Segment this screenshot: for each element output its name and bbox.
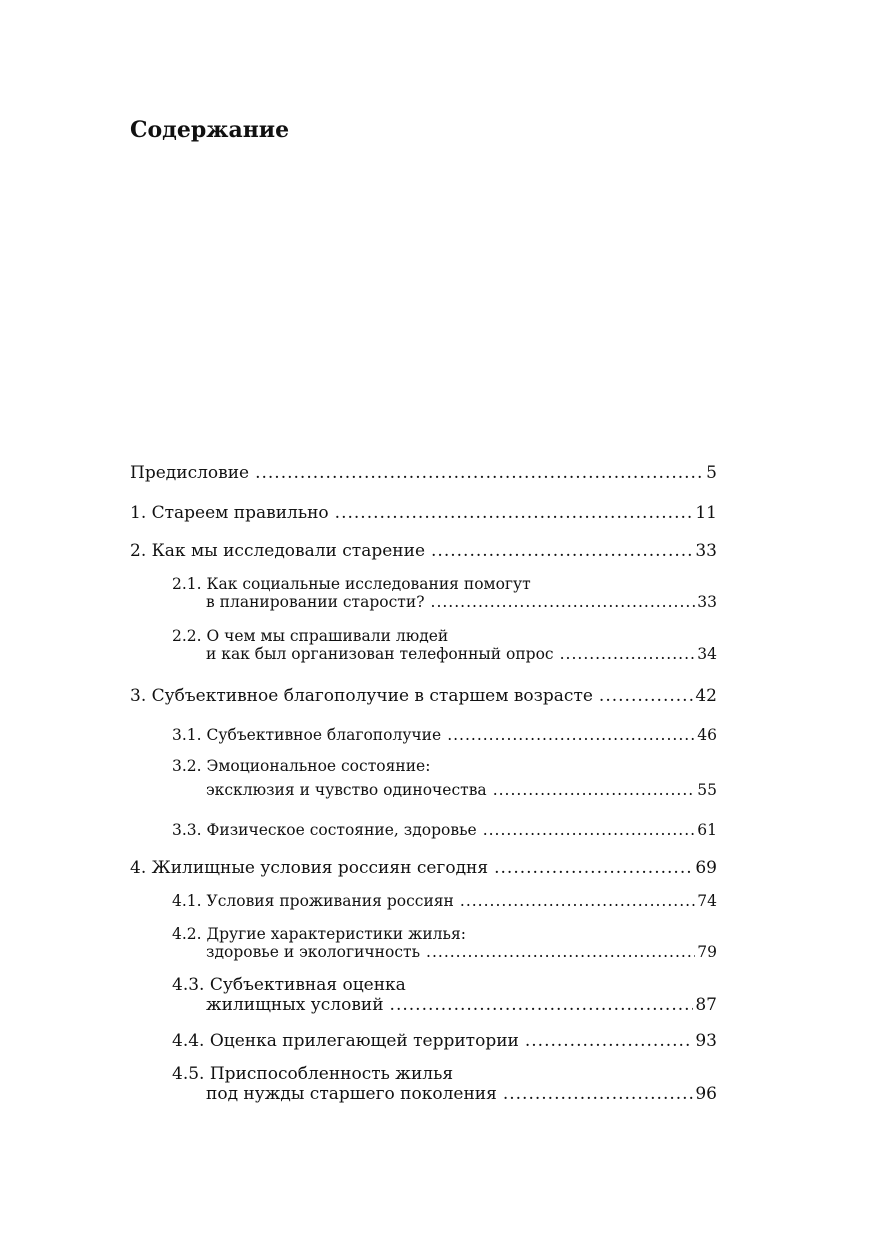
toc-entry-chapter-4[interactable]	[130, 858, 717, 878]
dot-leader	[390, 995, 694, 1015]
dot-leader	[447, 726, 695, 744]
toc-entry-label: 4.1. Условия проживания россиян	[172, 892, 454, 910]
page-number: 33	[697, 593, 717, 611]
toc-entry-section-3-2[interactable]	[172, 757, 717, 799]
page-number: 11	[695, 503, 717, 523]
page-number: 93	[695, 1031, 717, 1051]
toc-entry-label: 4. Жилищные условия россиян сегодня	[130, 858, 489, 878]
toc-entry-section-3-3[interactable]	[172, 821, 717, 839]
toc-entry-preface[interactable]	[130, 463, 717, 483]
toc-entry-label: 3. Субъективное благополучие в старшем возрасте	[130, 686, 593, 706]
dot-leader	[599, 686, 693, 706]
toc-entry-chapter-2[interactable]	[130, 541, 717, 561]
page-number: 34	[697, 645, 717, 663]
toc-entry-label: Предисловие	[130, 463, 250, 483]
toc-entry-section-2-2[interactable]	[172, 627, 717, 663]
toc-entry-label: 2. Как мы исследовали старение	[130, 541, 426, 561]
dot-leader	[431, 541, 693, 561]
page-number: 79	[697, 943, 717, 961]
toc-entry-label: 2.2. О чем мы спрашивали людей	[172, 627, 449, 645]
dot-leader	[494, 858, 693, 878]
dot-leader	[493, 781, 696, 799]
toc-entry-label: 2.1. Как социальные исследования помогут	[172, 575, 531, 593]
toc-entry-section-4-2[interactable]	[172, 925, 717, 961]
dot-leader	[483, 821, 696, 839]
toc-entry-label: 4.4. Оценка прилегающей территории	[172, 1031, 519, 1051]
toc-entry-label: 4.2. Другие характеристики жилья:	[172, 925, 466, 943]
toc-entry-section-2-1[interactable]	[172, 575, 717, 611]
toc-entry-label-cont: в планировании старости?	[206, 593, 425, 611]
toc-entry-section-4-1[interactable]	[172, 892, 717, 910]
page-number: 87	[695, 995, 717, 1015]
dot-leader	[525, 1031, 694, 1051]
page-number: 96	[695, 1084, 717, 1104]
dot-leader	[560, 645, 696, 663]
toc-entry-label: 4.5. Приспособленность жилья	[172, 1064, 454, 1084]
toc-entry-label-cont: здоровье и экологичность	[206, 943, 421, 961]
toc-entry-label-cont: под нужды старшего поколения	[206, 1084, 497, 1104]
dot-leader	[255, 463, 704, 483]
dot-leader	[426, 943, 695, 961]
toc-entry-label-cont: и как был организован телефонный опрос	[206, 645, 554, 663]
toc-entry-section-4-5[interactable]	[172, 1064, 717, 1104]
toc-entry-chapter-1[interactable]	[130, 503, 717, 523]
page-number: 42	[695, 686, 717, 706]
toc-entry-label-cont: жилищных условий	[206, 995, 384, 1015]
toc-entry-label: 3.2. Эмоциональное состояние:	[172, 757, 431, 775]
dot-leader	[503, 1084, 694, 1104]
dot-leader	[335, 503, 694, 523]
toc-entry-section-4-4[interactable]	[172, 1031, 717, 1051]
page-number: 33	[695, 541, 717, 561]
toc-entry-label: 3.1. Субъективное благополучие	[172, 726, 442, 744]
dot-leader	[431, 593, 696, 611]
page-title: Содержание	[130, 117, 290, 143]
page-number: 5	[706, 463, 717, 483]
page-number: 61	[697, 821, 717, 839]
toc-entry-chapter-3[interactable]	[130, 686, 717, 706]
toc-entry-section-3-1[interactable]	[172, 726, 717, 744]
toc-entry-label-cont: эксклюзия и чувство одиночества	[206, 781, 487, 799]
toc-entry-label: 3.3. Физическое состояние, здоровье	[172, 821, 477, 839]
page-number: 74	[697, 892, 717, 910]
page-number: 55	[697, 781, 717, 799]
toc-entry-section-4-3[interactable]	[172, 975, 717, 1015]
dot-leader	[460, 892, 695, 910]
toc-entry-label: 1. Стареем правильно	[130, 503, 329, 523]
toc-entry-label: 4.3. Субъективная оценка	[172, 975, 406, 995]
page-number: 46	[697, 726, 717, 744]
page-number: 69	[695, 858, 717, 878]
